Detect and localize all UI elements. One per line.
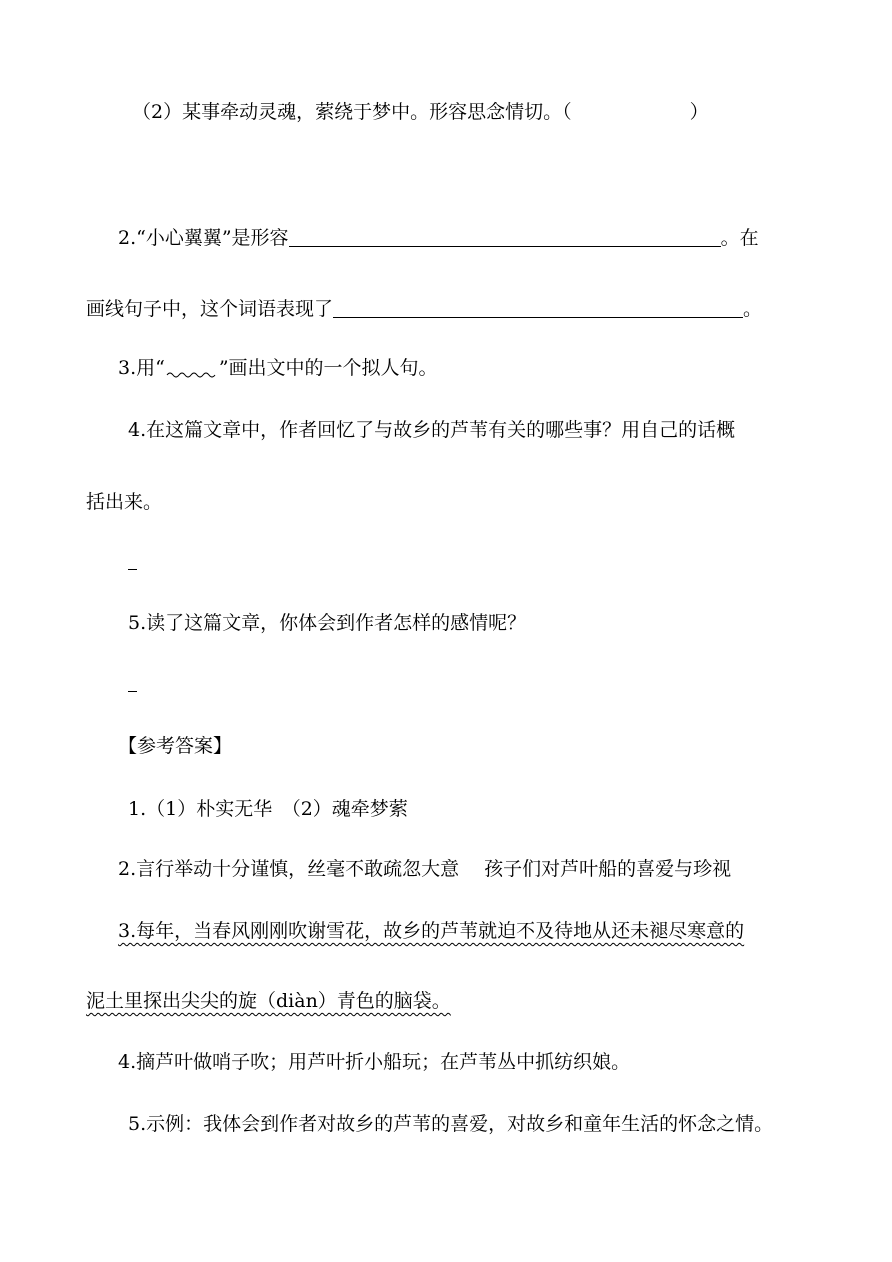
question-1-2-close: ） [689, 101, 709, 123]
question-1-2 [132, 100, 709, 124]
question-4-line-2: 括出来。 [86, 491, 163, 513]
question-5: 5.读了这篇文章，你体会到作者怎样的感情呢？ [128, 612, 527, 634]
answer-dash [128, 569, 137, 570]
question-3-end: ”画出文中的一个拟人句。 [218, 357, 438, 379]
question-1-2-text: （2）某事牵动灵魂，萦绕于梦中。形容思念情切。（ [132, 101, 572, 123]
answer-dash [128, 691, 137, 692]
answer-blank-line [289, 228, 721, 247]
answer-3-line-1: 3.每年，当春风刚刚吹谢雪花，故乡的芦苇就迫不及待地从还未褪尽寒意的 [118, 920, 745, 942]
answer-header: 【参考答案】 [118, 735, 233, 757]
question-3 [118, 356, 438, 380]
question-4-line-1: 4.在这篇文章中，作者回忆了与故乡的芦苇有关的哪些事？用自己的话概 [128, 419, 736, 441]
question-2-suffix: 。在 [720, 227, 759, 249]
question-3-start: 3.用“ [118, 357, 165, 379]
answer-5: 5.示例：我体会到作者对故乡的芦苇的喜爱，对故乡和童年生活的怀念之情。 [128, 1113, 774, 1135]
answer-3-line-2: 泥土里探出尖尖的旋（diàn）青色的脑袋。 [86, 990, 451, 1012]
answer-4: 4.摘芦叶做哨子吹；用芦叶折小船玩；在芦苇丛中抓纺织娘。 [118, 1051, 631, 1073]
wavy-line-sample-icon [165, 366, 219, 380]
question-2-suffix-2: 。 [743, 298, 763, 320]
answer-1: 1.（1）朴实无华 （2）魂牵梦萦 [128, 798, 408, 820]
question-2-prompt-2: 画线句子中，这个词语表现了 [86, 298, 334, 320]
answer-blank-line [333, 299, 743, 318]
answer-2: 2.言行举动十分谨慎，丝毫不敢疏忽大意 孩子们对芦叶船的喜爱与珍视 [118, 858, 732, 880]
question-2-prompt: 2.“小心翼翼”是形容 [118, 227, 289, 249]
question-2-line-1 [118, 226, 759, 250]
question-2-line-2 [86, 297, 762, 321]
